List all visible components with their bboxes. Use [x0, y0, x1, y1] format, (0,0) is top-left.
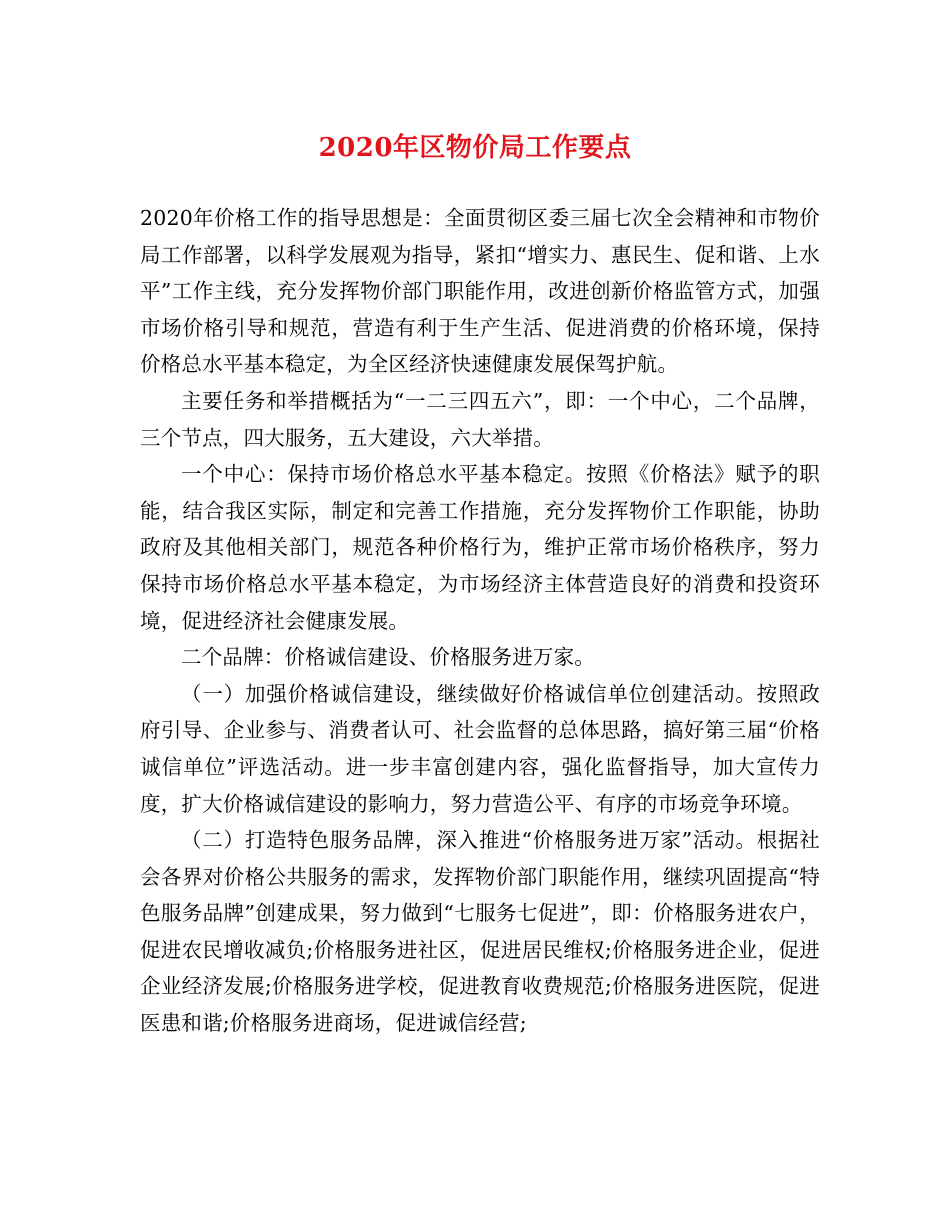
paragraph-main-tasks: 主要任务和举措概括为“一二三四五六”，即：一个中心，二个品牌，三个节点，四大服务，五大建设，六大举措。: [140, 388, 820, 450]
document-body: [140, 200, 820, 1042]
paragraph-brand-integrity: （一）加强价格诚信建设，继续做好价格诚信单位创建活动。按照政府引导、企业参与、消费者认可、社会监督的总体思路，搞好第三届“价格诚信单位”评选活动。进一步丰富创建内容，强化监督指导，加大宣传力度，扩大价格诚信建设的影响力，努力营造公平、有序的市场竞争环境。: [140, 681, 820, 816]
paragraph-brand-service: （二）打造特色服务品牌，深入推进“价格服务进万家”活动。根据社会各界对价格公共服务的需求，发挥物价部门职能作用，继续巩固提高“特色服务品牌”创建成果，努力做到“七服务七促进”，即：价格服务进农户，促进农民增收减负;价格服务进社区，促进居民维权;价格服务进企业，促进企业经济发展;价格服务进学校，促进教育收费规范;价格服务进医院，促进医患和谐;价格服务进商场，促进诚信经营;: [140, 828, 820, 1036]
paragraph-two-brands: 二个品牌：价格诚信建设、价格服务进万家。: [181, 645, 595, 670]
paragraph-one-center: 一个中心：保持市场价格总水平基本稳定。按照《价格法》赋予的职能，结合我区实际，制定和完善工作措施，充分发挥物价工作职能，协助政府及其他相关部门，规范各种价格行为，维护正常市场价格秩序，努力保持市场价格总水平基本稳定，为市场经济主体营造良好的消费和投资环境，促进经济社会健康发展。: [140, 462, 820, 633]
paragraph-guiding-ideology: 2020年价格工作的指导思想是：全面贯彻区委三届七次全会精神和市物价局工作部署，以科学发展观为指导，紧扣“增实力、惠民生、促和谐、上水平”工作主线，充分发挥物价部门职能作用，改进创新价格监管方式，加强市场价格引导和规范，营造有利于生产生活、促进消费的价格环境，保持价格总水平基本稳定，为全区经济快速健康发展保驾护航。: [140, 206, 820, 377]
document-title: 2020年区物价局工作要点: [318, 133, 632, 163]
